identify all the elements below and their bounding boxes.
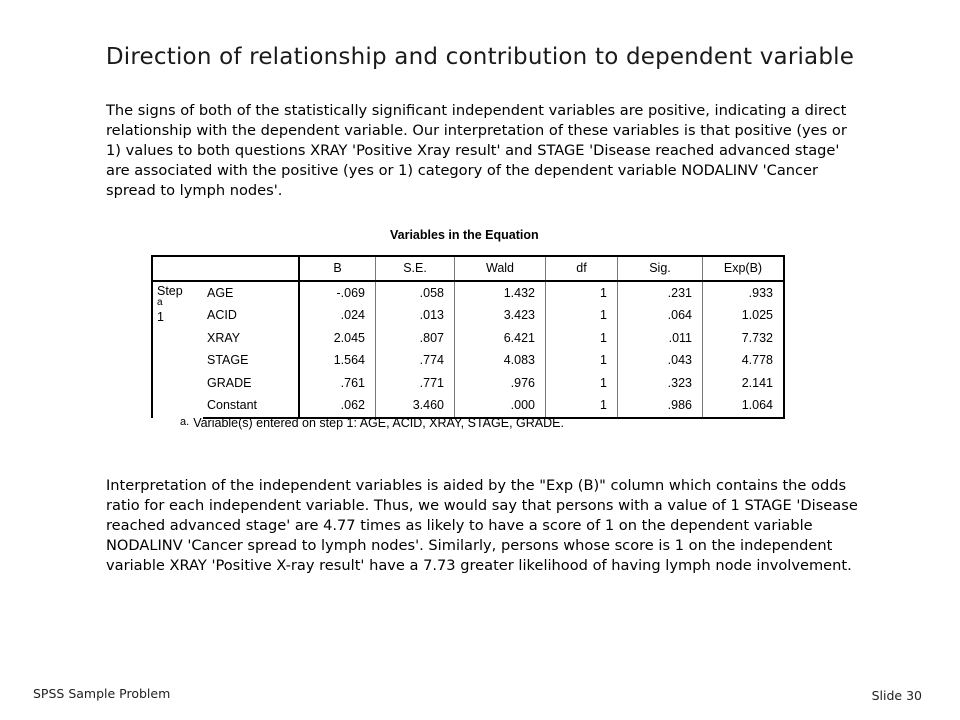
table-title: Variables in the Equation [390, 228, 539, 242]
cell-wald: 4.083 [455, 349, 546, 372]
slide-number: Slide 30 [871, 688, 922, 703]
paragraph-interpretation: Interpretation of the independent variables is aided by the "Exp (B)" column which contains the odds ratio for each independent variable. Thus, we would say that persons with a value of 1 STAGE 'Disease reached advanced stage' are 4.77 times as likely to have a score of 1 on the dependent variable NODALINV 'Cancer spread to lymph nodes'. Similarly, persons whose score is 1 on the independent variable XRAY 'Positive X-ray result' have a 7.73 greater likelihood of having lymph node involvement. [106, 477, 858, 574]
slide-title: Direction of relationship and contribution to dependent variable [105, 44, 855, 70]
cell-df: 1 [546, 281, 618, 305]
paragraph-direction: The signs of both of the statistically significant independent variables are positive, indicating a direct relationship with the dependent variable. Our interpretation of these variables is that positive (yes or 1) values to both questions XRAY 'Positive Xray result' and STAGE 'Disease reached advanced stage' are associated with the positive (yes or 1) category of the dependent variable NODALINV 'Cancer spread to lymph nodes'. [106, 102, 847, 199]
cell-sig: .986 [618, 394, 703, 418]
cell-wald: 3.423 [455, 304, 546, 327]
cell-b: .761 [340, 375, 365, 390]
table-row [152, 304, 784, 327]
cell-expb: 7.732 [703, 327, 785, 350]
col-header-b: B [299, 256, 376, 281]
cell-wald: 6.421 [455, 327, 546, 350]
cell-b: -.069 [336, 285, 365, 300]
footnote-text: Variable(s) entered on step 1: AGE, ACID, XRAY, STAGE, GRADE. [193, 416, 564, 430]
cell-expb: 2.141 [703, 372, 785, 395]
cell-se: .774 [376, 349, 455, 372]
table-row [152, 349, 784, 372]
col-header-se: S.E. [376, 256, 455, 281]
cell-sig: .323 [618, 372, 703, 395]
table-row [152, 372, 784, 395]
variables-in-equation-table [151, 255, 785, 419]
cell-se: .058 [376, 281, 455, 305]
cell-se: 3.460 [376, 394, 455, 418]
cell-df: 1 [546, 304, 618, 327]
table-row [152, 281, 784, 305]
cell-se: .771 [376, 372, 455, 395]
cell-df: 1 [546, 394, 618, 418]
table-header-blank [152, 256, 299, 281]
cell-expb: 4.778 [703, 349, 785, 372]
row-label: ACID [203, 304, 299, 327]
cell-sig: .043 [618, 349, 703, 372]
table-footnote [180, 416, 564, 430]
col-header-df: df [546, 256, 618, 281]
cell-wald: .976 [455, 372, 546, 395]
cell-b: .024 [340, 308, 365, 322]
row-label: GRADE [203, 372, 299, 395]
table-row [152, 327, 784, 350]
col-header-wald: Wald [455, 256, 546, 281]
cell-expb: 1.064 [703, 394, 785, 418]
cell-sig: .231 [618, 281, 703, 305]
row-label: STAGE [203, 349, 299, 372]
footnote-letter: a. [180, 416, 190, 428]
cell-se: .807 [376, 327, 455, 350]
cell-df: 1 [546, 327, 618, 350]
table-body [152, 281, 784, 418]
col-header-sig: Sig. [618, 256, 703, 281]
table-row [152, 394, 784, 418]
step-label: Step [157, 283, 183, 298]
table-header-row [152, 256, 784, 281]
cell-wald: 1.432 [455, 281, 546, 305]
cell-se: .013 [376, 304, 455, 327]
cell-df: 1 [546, 349, 618, 372]
cell-expb: .933 [703, 281, 785, 305]
footer-presentation-title: SPSS Sample Problem [33, 686, 171, 701]
row-label: AGE [203, 281, 299, 305]
row-label: Constant [203, 394, 299, 418]
step-number: 1 [157, 309, 164, 324]
cell-b: 1.564 [333, 353, 365, 367]
cell-sig: .011 [618, 327, 703, 350]
cell-wald: .000 [455, 394, 546, 418]
cell-expb: 1.025 [703, 304, 785, 327]
row-label: XRAY [203, 327, 299, 350]
cell-df: 1 [546, 372, 618, 395]
cell-sig: .064 [618, 304, 703, 327]
cell-b: .062 [299, 394, 376, 418]
step-superscript: a [157, 296, 163, 308]
cell-b: 2.045 [333, 330, 365, 345]
step-label-cell [152, 281, 203, 418]
col-header-expb: Exp(B) [703, 256, 785, 281]
